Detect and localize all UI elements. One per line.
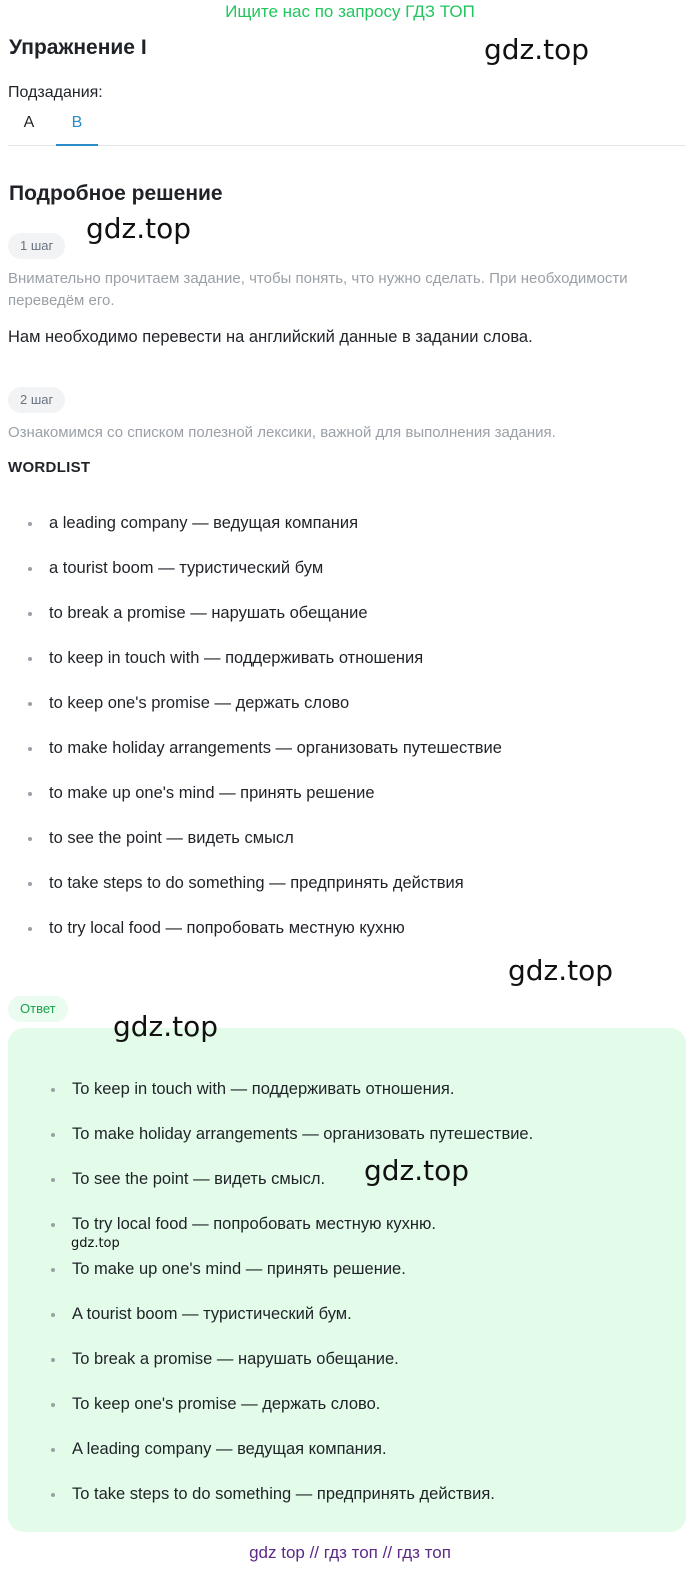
step-badge: 2 шаг: [8, 387, 65, 413]
list-item: to try local food — попробовать местную кухню: [49, 917, 679, 962]
exercise-title: Упражнение I: [9, 36, 147, 59]
watermark: gdz.top: [86, 212, 192, 245]
tab-b[interactable]: B: [56, 114, 98, 146]
step-badge: 1 шаг: [8, 233, 65, 259]
footer: gdz top // гдз топ // гдз топ: [249, 1543, 451, 1562]
list-item: to make up one's mind — принять решение: [49, 782, 679, 827]
step-text: Нам необходимо перевести на английский данные в задании слова.: [8, 328, 533, 346]
list-item: To make up one's mind — принять решение.: [72, 1258, 672, 1303]
wordlist: [49, 512, 679, 962]
list-item: To keep one's promise — держать слово.: [72, 1393, 672, 1438]
solution-title: Подробное решение: [9, 182, 223, 205]
list-item: to make holiday arrangements — организовать путешествие: [49, 737, 679, 782]
list-item: To try local food — попробовать местную кухню.: [72, 1213, 672, 1258]
step-hint: Внимательно прочитаем задание, чтобы понять, что нужно сделать. При необходимости переведём его.: [8, 270, 628, 309]
step-hint: Ознакомимся со списком полезной лексики, важной для выполнения задания.: [8, 424, 556, 441]
search-banner: Ищите нас по запросу ГДЗ ТОП: [225, 2, 475, 21]
watermark: gdz.top: [508, 954, 614, 987]
subtask-tabs: [8, 106, 686, 146]
list-item: a tourist boom — туристический бум: [49, 557, 679, 602]
answer-list: [72, 1078, 672, 1528]
answer-badge: Ответ: [8, 996, 68, 1022]
list-item: a leading company — ведущая компания: [49, 512, 679, 557]
list-item: To keep in touch with — поддерживать отношения.: [72, 1078, 672, 1123]
watermark: gdz.top: [364, 1154, 470, 1187]
list-item: To make holiday arrangements — организовать путешествие.: [72, 1123, 672, 1168]
tab-a[interactable]: A: [23, 114, 35, 131]
list-item: to take steps to do something — предпринять действия: [49, 872, 679, 917]
list-item: A tourist boom — туристический бум.: [72, 1303, 672, 1348]
watermark: gdz.top: [113, 1010, 219, 1043]
watermark: gdz.top: [71, 1236, 120, 1251]
list-item: to break a promise — нарушать обещание: [49, 602, 679, 647]
list-item: To break a promise — нарушать обещание.: [72, 1348, 672, 1393]
list-item: to keep in touch with — поддерживать отношения: [49, 647, 679, 692]
list-item: to keep one's promise — держать слово: [49, 692, 679, 737]
list-item: To see the point — видеть смысл.: [72, 1168, 672, 1213]
list-item: To take steps to do something — предпринять действия.: [72, 1483, 672, 1528]
list-item: A leading company — ведущая компания.: [72, 1438, 672, 1483]
wordlist-title: WORDLIST: [8, 459, 91, 476]
subtasks-label: Подзадания:: [8, 84, 103, 101]
list-item: to see the point — видеть смысл: [49, 827, 679, 872]
watermark: gdz.top: [484, 33, 590, 66]
